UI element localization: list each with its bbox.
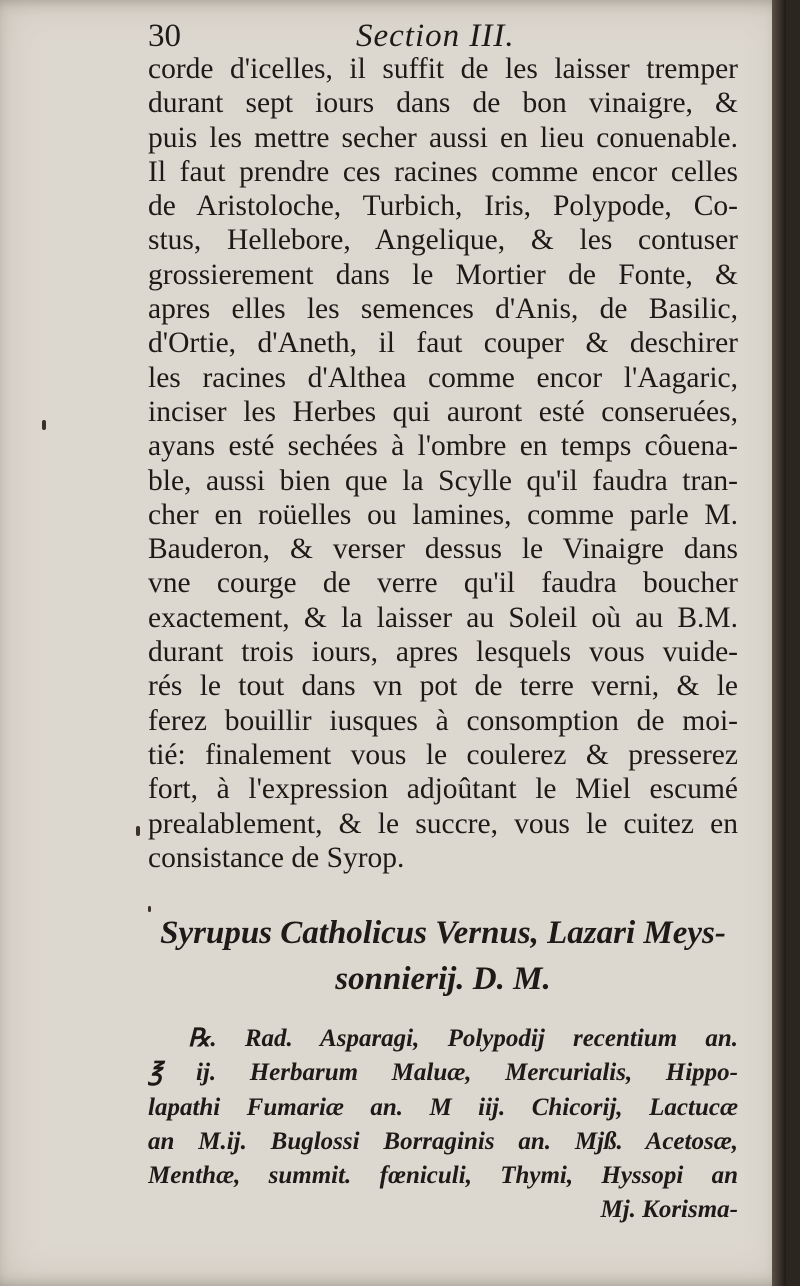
body-line: prealablement, & le succre, vous le cuitez en — [148, 807, 738, 840]
body-line: corde d'icelles, il suffit de les laisser tremper — [148, 53, 738, 85]
body-line: consistance de Syrop. — [148, 841, 405, 874]
page-edge-shadow — [772, 0, 786, 1286]
body-line: tié: finalement vous le coulerez & presserez — [148, 738, 738, 771]
body-line: ayans esté sechées à l'ombre en temps côuena- — [148, 430, 738, 463]
body-paragraph — [148, 52, 738, 875]
body-line: grossierement dans le Mortier de Fonte, & — [148, 258, 738, 291]
body-line: de Aristoloche, Turbich, Iris, Polypode, Co- — [148, 190, 738, 223]
body-line: fort, à l'expression adjoûtant le Miel escumé — [148, 773, 738, 806]
body-line: Bauderon, & verser dessus le Vinaigre dans — [148, 533, 738, 566]
prescription-line: ℥ ij. Herbarum Maluæ, Mercurialis, Hippo- — [148, 1059, 738, 1087]
body-line: rés le tout dans vn pot de terre verni, & le — [148, 670, 738, 703]
prescription-line: ℞. Rad. Asparagi, Polypodij recentium an. — [188, 1025, 738, 1052]
body-line: Il faut prendre ces racines comme encor celles — [148, 155, 738, 188]
body-line: apres elles les semences d'Anis, de Basilic, — [148, 293, 738, 326]
body-line: ferez bouillir iusques à consomption de moi- — [148, 704, 738, 737]
body-line: vne courge de verre qu'il faudra boucher — [148, 567, 738, 600]
margin-mark — [136, 826, 140, 836]
body-line: d'Ortie, d'Aneth, il faut couper & deschirer — [148, 327, 738, 360]
body-line: inciser les Herbes qui auront esté conseruées, — [148, 395, 738, 428]
page-number: 30 — [148, 18, 181, 54]
body-line: les racines d'Althea comme encor l'Aagaric, — [148, 361, 738, 394]
body-line: durant trois iours, apres lesquels vous vuide- — [148, 636, 738, 669]
recipe-title-line: sonnierij. D. M. — [335, 961, 551, 997]
prescription-block — [148, 1022, 738, 1228]
recipe-title — [148, 910, 738, 1002]
margin-mark — [42, 420, 46, 430]
body-line: puis les mettre secher aussi en lieu conuenable. — [148, 121, 738, 154]
body-line: ble, aussi bien que la Scylle qu'il faudra tran- — [148, 464, 738, 497]
prescription-line: Mj. Korisma- — [600, 1196, 738, 1224]
prescription-line: lapathi Fumariæ an. M iij. Chicorij, Lactucæ — [148, 1093, 738, 1121]
prescription-line: an M.ij. Buglossi Borraginis an. Mjß. Acetosæ, — [148, 1127, 738, 1155]
margin-mark — [148, 906, 151, 912]
body-line: cher en roüelles ou lamines, comme parle M. — [148, 498, 738, 531]
running-head: Section III. — [356, 18, 515, 54]
body-line: stus, Hellebore, Angelique, & les contuser — [148, 224, 738, 257]
recipe-title-line: Syrupus Catholicus Vernus, Lazari Meys- — [160, 915, 726, 951]
prescription-line: Menthæ, summit. fœniculi, Thymi, Hyssopi an — [148, 1162, 738, 1190]
body-line: durant sept iours dans de bon vinaigre, & — [148, 87, 738, 120]
body-line: exactement, & la laisser au Soleil où au B.M. — [148, 601, 738, 634]
